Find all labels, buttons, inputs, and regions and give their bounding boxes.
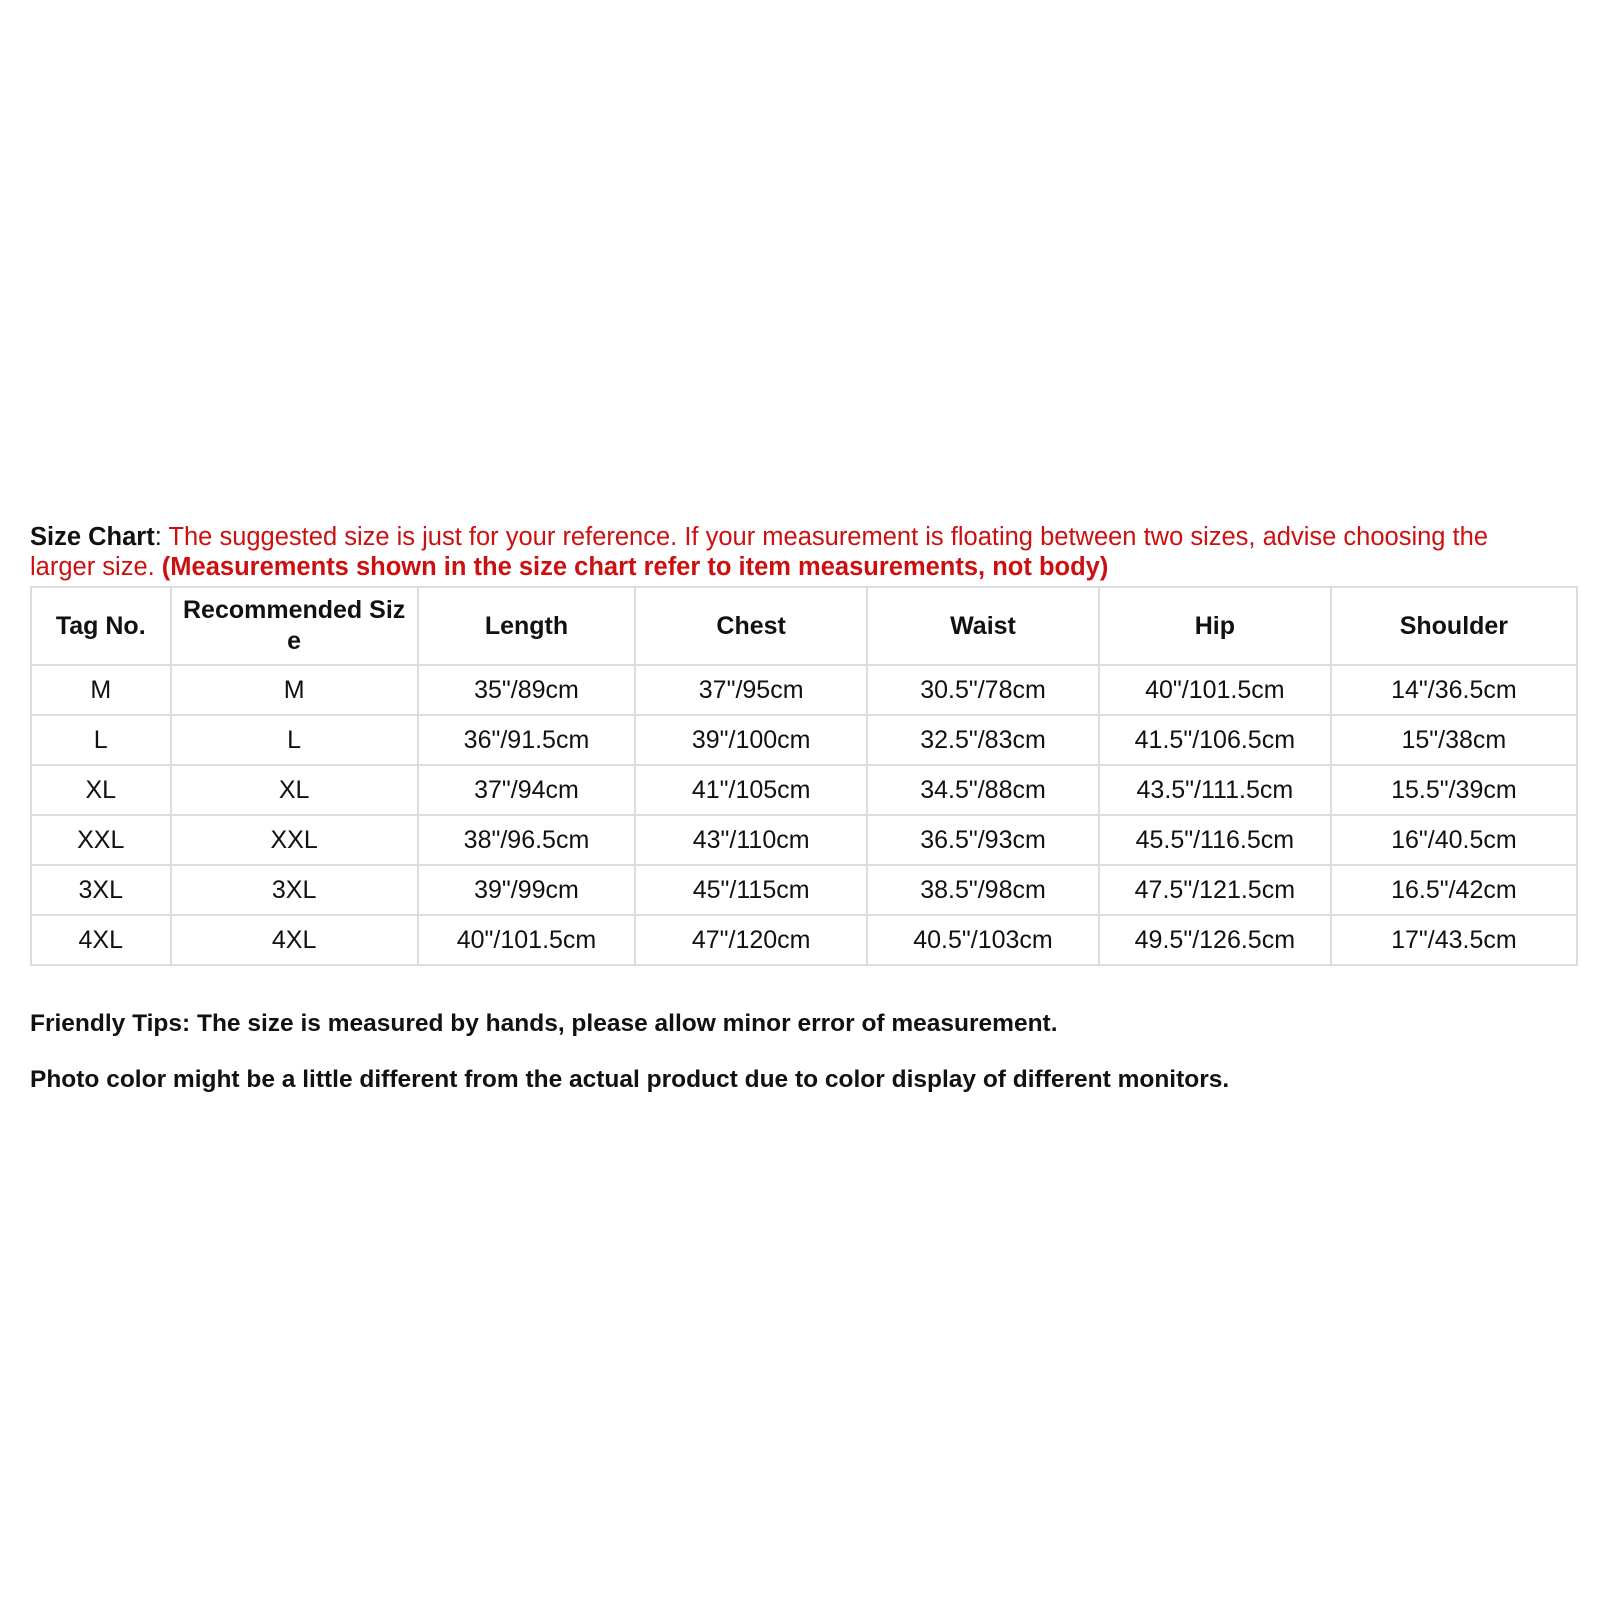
size-advice-note: The suggested size is just for your reference. If your measurement is floating between two sizes, advise choosing the larger size. <box>30 523 1489 581</box>
cell-chest: 37"/95cm <box>635 665 867 715</box>
header-tag-no: Tag No. <box>31 587 171 665</box>
tips-section <box>30 1009 1578 1095</box>
header-chest: Chest <box>635 587 867 665</box>
cell-chest: 47"/120cm <box>635 915 867 965</box>
cell-shoulder: 14"/36.5cm <box>1331 665 1577 715</box>
cell-chest: 39"/100cm <box>635 715 867 765</box>
cell-tag-no: 3XL <box>31 865 171 915</box>
cell-waist: 36.5"/93cm <box>867 815 1099 865</box>
cell-waist: 30.5"/78cm <box>867 665 1099 715</box>
table-row <box>31 765 1577 815</box>
cell-shoulder: 16.5"/42cm <box>1331 865 1577 915</box>
cell-length: 39"/99cm <box>418 865 635 915</box>
table-body <box>31 665 1577 965</box>
cell-chest: 43"/110cm <box>635 815 867 865</box>
cell-hip: 40"/101.5cm <box>1099 665 1331 715</box>
cell-shoulder: 17"/43.5cm <box>1331 915 1577 965</box>
cell-length: 36"/91.5cm <box>418 715 635 765</box>
cell-tag-no: M <box>31 665 171 715</box>
cell-shoulder: 16"/40.5cm <box>1331 815 1577 865</box>
header-length: Length <box>418 587 635 665</box>
cell-chest: 45"/115cm <box>635 865 867 915</box>
size-chart-intro <box>30 522 1550 582</box>
cell-hip: 43.5"/111.5cm <box>1099 765 1331 815</box>
cell-hip: 45.5"/116.5cm <box>1099 815 1331 865</box>
size-chart-colon: : <box>154 523 162 551</box>
cell-tag-no: L <box>31 715 171 765</box>
header-waist: Waist <box>867 587 1099 665</box>
cell-chest: 41"/105cm <box>635 765 867 815</box>
photo-color-note: Photo color might be a little different from the actual product due to color display of different monitors. <box>30 1066 1230 1093</box>
header-recommended-size: Recommended Siz e <box>171 587 418 665</box>
size-chart-section <box>30 522 1578 1121</box>
size-chart-label: Size Chart <box>30 523 155 551</box>
table-row <box>31 815 1577 865</box>
cell-hip: 41.5"/106.5cm <box>1099 715 1331 765</box>
cell-waist: 34.5"/88cm <box>867 765 1099 815</box>
cell-waist: 32.5"/83cm <box>867 715 1099 765</box>
size-table <box>30 586 1578 966</box>
header-hip: Hip <box>1099 587 1331 665</box>
table-row <box>31 715 1577 765</box>
cell-recommended-size: L <box>171 715 418 765</box>
cell-shoulder: 15.5"/39cm <box>1331 765 1577 815</box>
table-row <box>31 865 1577 915</box>
cell-hip: 47.5"/121.5cm <box>1099 865 1331 915</box>
cell-length: 37"/94cm <box>418 765 635 815</box>
cell-waist: 40.5"/103cm <box>867 915 1099 965</box>
cell-tag-no: XXL <box>31 815 171 865</box>
cell-recommended-size: 4XL <box>171 915 418 965</box>
table-header-row <box>31 587 1577 665</box>
measurement-note: (Measurements shown in the size chart refer to item measurements, not body) <box>161 553 1109 581</box>
cell-recommended-size: XXL <box>171 815 418 865</box>
cell-tag-no: XL <box>31 765 171 815</box>
table-row <box>31 665 1577 715</box>
cell-length: 40"/101.5cm <box>418 915 635 965</box>
cell-hip: 49.5"/126.5cm <box>1099 915 1331 965</box>
cell-waist: 38.5"/98cm <box>867 865 1099 915</box>
cell-length: 35"/89cm <box>418 665 635 715</box>
cell-recommended-size: XL <box>171 765 418 815</box>
header-shoulder: Shoulder <box>1331 587 1577 665</box>
cell-length: 38"/96.5cm <box>418 815 635 865</box>
cell-tag-no: 4XL <box>31 915 171 965</box>
cell-recommended-size: 3XL <box>171 865 418 915</box>
table-row <box>31 915 1577 965</box>
cell-shoulder: 15"/38cm <box>1331 715 1577 765</box>
cell-recommended-size: M <box>171 665 418 715</box>
friendly-tips-text: Friendly Tips: The size is measured by hands, please allow minor error of measurement. <box>30 1010 1058 1037</box>
